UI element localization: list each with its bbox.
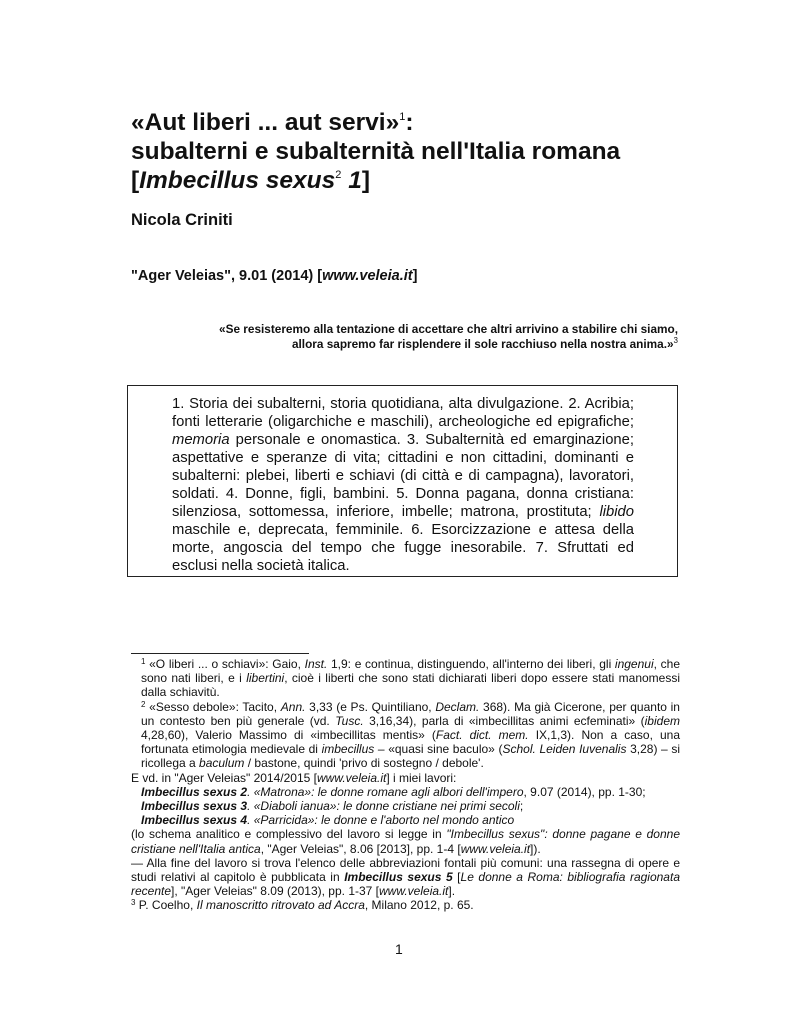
schema-title: "Imbecillus sexus": donne pagane e donne cristiane nell'Italia antica <box>131 827 680 856</box>
fn2-fact: Fact. dict. mem. <box>435 728 529 743</box>
fn1-text-b: 1,9: e continua, distinguendo, all'interno dei liberi, gli <box>327 657 615 671</box>
work-item-3 <box>131 813 680 827</box>
fn2-baculum: baculum <box>199 756 245 771</box>
work-1-ref: , 9.07 (2014), pp. 1-30; <box>523 784 646 799</box>
biblio-title: Le donne a Roma: bibliografia ragionata recente <box>131 870 680 899</box>
footnote-number-3: 3 <box>131 898 136 908</box>
work-2-subtitle: . «Diaboli ianua»: le donne cristiane nei primi secoli <box>247 799 520 814</box>
biblio-text-a: — Alla fine del lavoro si trova l'elenco delle abbreviazioni fontali più comuni: una rassegna di opere e studi relativi al capitolo è pubblicata in <box>131 855 680 885</box>
see-text-b: ] i miei lavori: <box>386 770 457 785</box>
fn2-imbecillus: imbecillus <box>321 742 375 757</box>
series-number: 1 <box>341 167 362 194</box>
footnote-number-1: 1 <box>141 657 146 666</box>
fn2-declam: Declam. <box>435 699 480 714</box>
summary-part-2: personale e onomastica. 3. Subalternità ed emarginazione; aspettative e speranze di vita; cittadini e non cittadini, dominanti e subalterni: plebei, liberti e schiavi (di città e di campagna), lavoratori, soldati. 4. Donne, figli, bambini. 5. Donna pagana, donna cristiana: silenziosa, sottomessa, inferiore, imbelle; matrona, prostituta; <box>172 432 634 520</box>
biblio-text-c: ], "Ager Veleias" 8.09 (2013), pp. 1-37 [ <box>171 884 380 899</box>
title-colon: : <box>405 109 414 136</box>
work-2-title: Imbecillus sexus 3 <box>141 799 248 814</box>
fn1-text-a: «O liberi ... o schiavi»: Gaio, <box>145 657 305 671</box>
title-text-1: «Aut liberi ... aut servi» <box>131 109 400 136</box>
fn2-ann: Ann. <box>280 699 306 714</box>
fn2-text-e: 4,28,60), Valerio Massimo di «imbecillitas mentis» ( <box>141 728 436 743</box>
schema-text-c: ]). <box>530 841 541 856</box>
fn3-text-b: , Milano 2012, p. 65. <box>364 898 474 913</box>
fn1-inst: Inst. <box>304 657 328 671</box>
fn2-text-f: IX,1,3). Non a caso, una fortunata etimologia medievale di <box>141 728 680 757</box>
summary-part-3: maschile e, deprecata, femminile. 6. Esorcizzazione e attesa della morte, angoscia del tempo che fugge inesorabile. 7. Sfruttati ed esclusi nella società italica. <box>172 522 634 574</box>
title-line-3 <box>131 166 691 195</box>
footnote-ref-3[interactable]: 3 <box>673 336 678 345</box>
fn2-text-a: «Sesso debole»: Tacito, <box>145 699 281 714</box>
footnote-2-see-also <box>131 771 680 785</box>
fn2-text-i: / bastone, quindi 'privo di sostegno / debole'. <box>244 756 484 771</box>
biblio-text-d: ]. <box>448 884 456 899</box>
fn2-text-h: 3,28) – si ricollega a <box>141 742 681 771</box>
footnotes <box>131 657 680 913</box>
fn2-schol: Schol. Leiden Iuvenalis <box>502 742 627 757</box>
see-text-a: E vd. in "Ager Veleias" 2014/2015 [ <box>131 770 317 785</box>
epigraph-line-2 <box>150 337 678 352</box>
footnote-number-2: 2 <box>141 699 146 709</box>
work-1-subtitle: . «Matrona»: le donne romane agli albori dell'impero <box>247 784 524 799</box>
bibliography-note <box>131 856 680 899</box>
author-name: Nicola Criniti <box>131 211 233 229</box>
footnote-3 <box>131 898 680 912</box>
work-3-title: Imbecillus sexus 4 <box>141 813 248 828</box>
series-name: Imbecillus sexus <box>139 167 336 194</box>
fn1-text-c: , che sono nati liberi, e i <box>141 657 680 686</box>
summary-text <box>172 395 634 575</box>
title-line-1 <box>131 108 691 137</box>
footnote-separator <box>131 653 309 654</box>
work-1-title: Imbecillus sexus 2 <box>141 784 248 799</box>
bracket-open: [ <box>131 167 140 194</box>
website-link-2[interactable]: www.veleia.it <box>316 770 387 785</box>
fn2-text-g: – «quasi sine baculo» ( <box>374 742 503 757</box>
summary-box <box>127 385 678 577</box>
fn1-ingenui: ingenui <box>614 657 654 671</box>
fn3-text-a: P. Coelho, <box>135 898 197 913</box>
summary-part-1: 1. Storia dei subalterni, storia quotidiana, alta divulgazione. 2. Acribia; fonti letterarie (oligarchiche e maschili), archeologiche ed epigrafiche; <box>172 396 634 430</box>
document-title <box>131 108 691 195</box>
epigraph-line-1: «Se resisteremo alla tentazione di accettare che altri arrivino a stabilire chi siamo, <box>219 322 678 336</box>
work-item-1 <box>131 785 680 799</box>
work-item-2 <box>131 799 680 813</box>
bracket-close: ] <box>361 167 371 194</box>
summary-memoria: memoria <box>172 432 230 448</box>
website-link[interactable]: www.veleia.it <box>322 268 413 284</box>
website-link-4[interactable]: www.veleia.it <box>379 884 449 899</box>
journal-citation <box>131 268 417 284</box>
fn1-libertini: libertini <box>246 671 285 686</box>
epigraph-line-2-text: allora sapremo far risplendere il sole racchiuso nella nostra anima.» <box>291 337 674 351</box>
schema-text-b: , "Ager Veleias", 8.06 [2013], pp. 1-4 [ <box>260 841 461 856</box>
title-line-2: subalterni e subalternità nell'Italia romana <box>131 138 621 165</box>
citation-text: "Ager Veleias", 9.01 (2014) [ <box>131 268 323 284</box>
footnote-ref-2[interactable]: 2 <box>335 169 342 181</box>
page-number: 1 <box>395 941 403 957</box>
biblio-series: Imbecillus sexus 5 <box>344 870 453 885</box>
fn1-text-d: , cioè i liberti che sono stati dichiarati liberi dopo essere stati manomessi dalla schiavitù. <box>141 671 681 700</box>
fn3-book: Il manoscritto ritrovato ad Accra <box>196 898 365 913</box>
work-3-subtitle: . «Parricida»: le donne e l'aborto nel mondo antico <box>247 813 515 828</box>
footnote-2 <box>131 700 680 771</box>
fn2-text-c: 368). Ma già Cicerone, per quanto in un contesto ben più generale (vd. <box>141 699 680 728</box>
epigraph-quote <box>150 322 678 352</box>
schema-note <box>131 827 680 855</box>
website-link-3[interactable]: www.veleia.it <box>460 841 531 856</box>
footnote-1 <box>131 657 680 700</box>
work-2-ref: ; <box>519 799 524 814</box>
footnote-ref-1[interactable]: 1 <box>399 111 406 123</box>
fn2-tusc: Tusc. <box>335 713 364 728</box>
fn2-ibidem: ibidem <box>644 713 680 728</box>
fn2-text-d: 3,16,34), parla di «imbecillitas animi ecfeminati» ( <box>363 713 645 728</box>
fn2-text-b: 3,33 (e Ps. Quintiliano, <box>305 699 436 714</box>
citation-close: ] <box>412 268 418 284</box>
schema-text-a: (lo schema analitico e complessivo del lavoro si legge in <box>131 827 447 842</box>
biblio-text-b: [ <box>452 870 461 885</box>
summary-libido: libido <box>599 504 634 520</box>
